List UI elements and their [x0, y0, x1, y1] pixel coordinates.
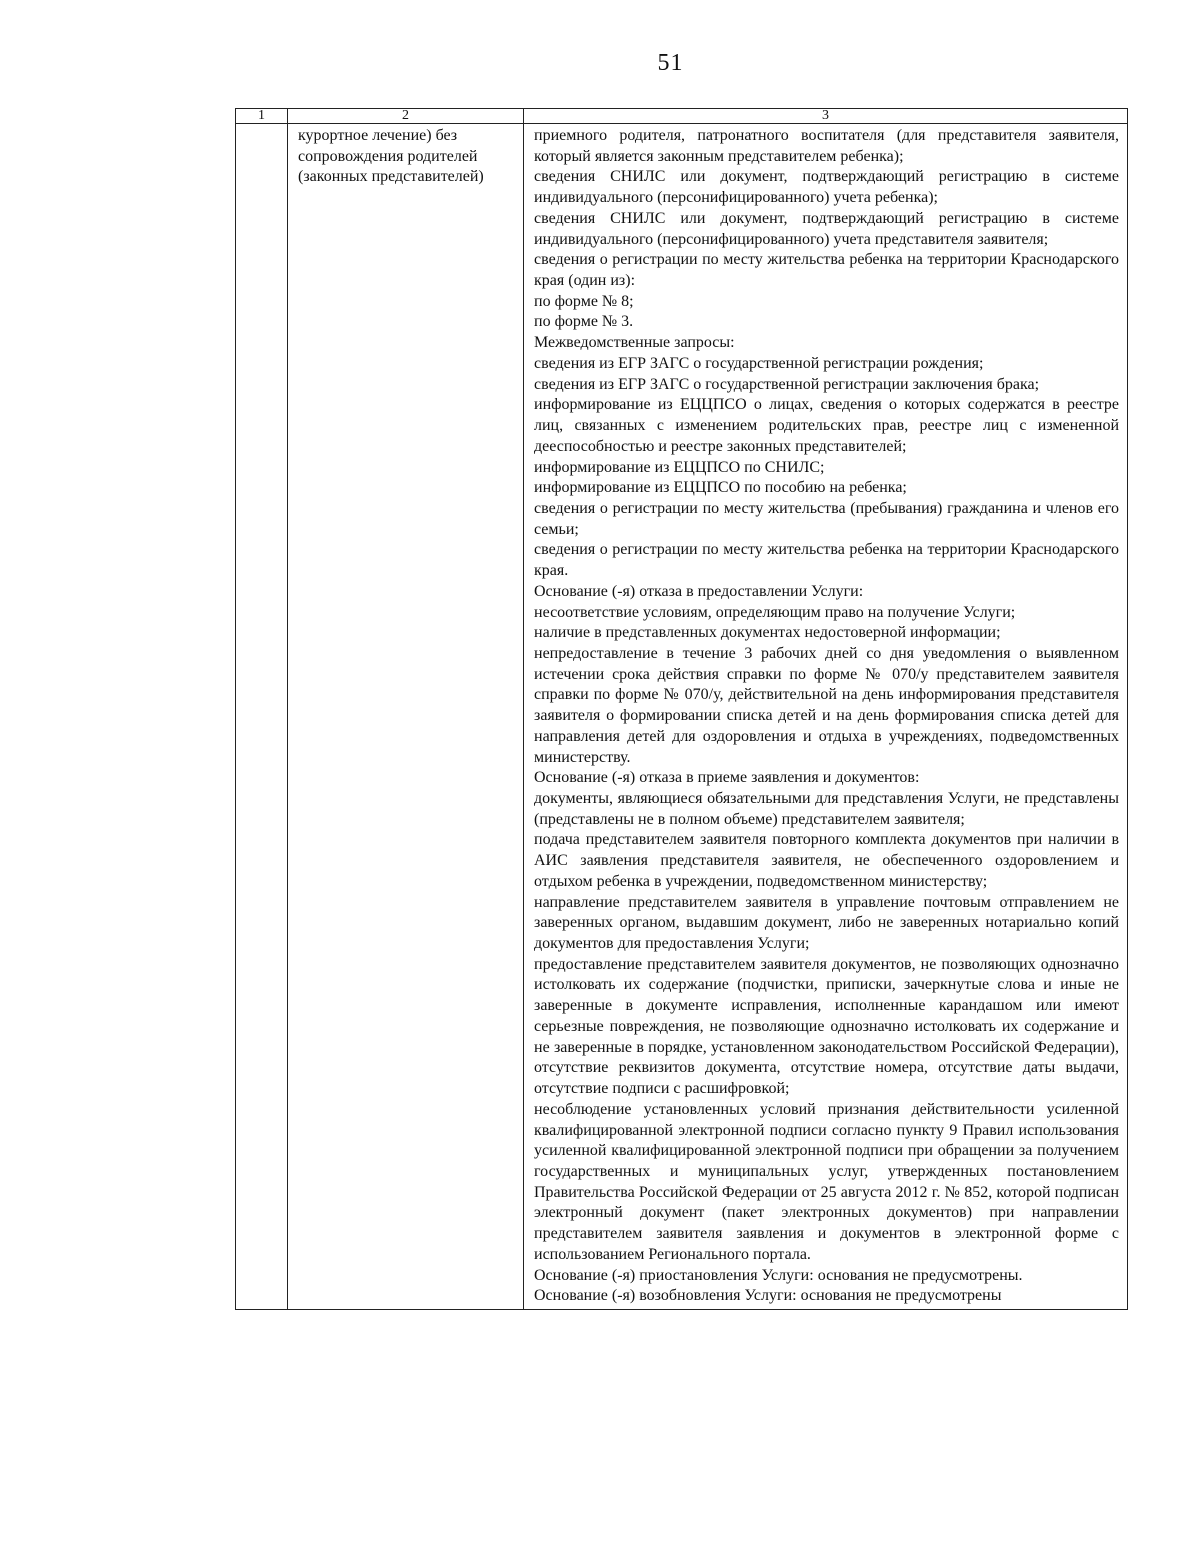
services-table	[235, 108, 1128, 1310]
header-cell-3: 3	[524, 109, 1128, 124]
details-paragraph: направление представителем заявителя в управление почтовым отправлением не заверенных органом, выдавшим документ, либо не заверенных нотариально копий документов для предоставления Услуги;	[534, 893, 1119, 953]
table-header-row	[236, 109, 1128, 124]
details-heading: Межведомственные запросы:	[534, 334, 735, 352]
details-paragraph: сведения о регистрации по месту жительства ребенка на территории Краснодарского края (один из):	[534, 251, 1119, 290]
details-paragraph: по форме № 3.	[534, 313, 634, 331]
details-heading: Основание (-я) отказа в приеме заявления и документов:	[534, 769, 920, 787]
cell-number	[236, 124, 288, 1310]
details-paragraph: информирование из ЕЦЦПСО по СНИЛС;	[534, 458, 825, 476]
header-cell-1: 1	[236, 109, 288, 124]
details-paragraph: несоответствие условиям, определяющим право на получение Услуги;	[534, 603, 1016, 621]
details-paragraph: приемного родителя, патронатного воспитателя (для представителя заявителя, который является законным представителем ребенка);	[534, 127, 1119, 165]
details-paragraph: сведения СНИЛС или документ, подтверждающий регистрацию в системе индивидуального (персонифицированного) учета представителя заявителя;	[534, 209, 1119, 248]
details-paragraph: документы, являющиеся обязательными для представления Услуги, не представлены (представлены не в полном объеме) представителем заявителя;	[534, 790, 1119, 828]
cell-details	[524, 124, 1128, 1310]
table-row	[236, 124, 1128, 1310]
details-paragraph: сведения о регистрации по месту жительства (пребывания) гражданина и членов его семьи;	[534, 499, 1119, 538]
details-paragraph: наличие в представленных документах недостоверной информации;	[534, 624, 1001, 642]
header-cell-2: 2	[288, 109, 524, 124]
details-paragraph: сведения СНИЛС или документ, подтверждающий регистрацию в системе индивидуального (персонифицированного) учета ребенка);	[534, 168, 1119, 207]
service-name-line: курортное лечение) без	[298, 127, 458, 144]
cell-service-name	[288, 124, 524, 1310]
details-paragraph: Основание (-я) возобновления Услуги: основания не предусмотрены	[534, 1287, 1002, 1305]
details-heading: Основание (-я) отказа в предоставлении Услуги:	[534, 582, 864, 600]
details-paragraph: предоставление представителем заявителя документов, не позволяющих однозначно истолковать их содержание (подчистки, приписки, зачеркнутые слова и иные не заверенные в документе исправления, исполненные карандашом или имеют серьезные повреждения, не позволяющие однозначно истолковать их содержание и не заверенные в порядке, установленном законодательством Российской Федерации), отсутствие реквизитов документа, отсутствие номера, отсутствие даты выдачи, отсутствие подписи с расшифровкой;	[534, 955, 1119, 1098]
details-paragraph: информирование из ЕЦЦПСО о лицах, сведения о которых содержатся в реестре лиц, связанных с изменением родительских прав, реестре лиц с измененной дееспособностью и реестре законных представителей;	[534, 396, 1119, 455]
details-paragraph: подача представителем заявителя повторного комплекта документов при наличии в АИС заявления представителя заявителя, не обеспеченного оздоровлением и отдыхом ребенка в учреждении, подведомственном министерству;	[534, 831, 1119, 890]
details-paragraph: по форме № 8;	[534, 292, 634, 310]
page-number: 51	[657, 50, 684, 76]
details-paragraph: информирование из ЕЦЦПСО по пособию на ребенка;	[534, 479, 907, 497]
details-paragraph: несоблюдение установленных условий признания действительности усиленной квалифицированной электронной подписи согласно пункту 9 Правил использования усиленной квалифицированной электронной подписи при обращении за получением государственных и муниципальных услуг, утвержденных постановлением Правительства Российской Федерации от 25 августа 2012 г. № 852, которой подписан электронный документ (пакет электронных документов) при направлении представителем заявителя заявления и документов в электронной форме с использованием Регионального портала.	[534, 1100, 1119, 1263]
details-paragraph: сведения из ЕГР ЗАГС о государственной регистрации заключения брака;	[534, 375, 1040, 393]
details-paragraph: сведения из ЕГР ЗАГС о государственной регистрации рождения;	[534, 354, 984, 372]
service-name-line: (законных представителей)	[298, 168, 484, 185]
service-name-line: сопровождения родителей	[298, 147, 478, 165]
details-paragraph: сведения о регистрации по месту жительства ребенка на территории Краснодарского края.	[534, 541, 1119, 580]
details-paragraph: Основание (-я) приостановления Услуги: основания не предусмотрены.	[534, 1266, 1023, 1284]
details-paragraph: непредоставление в течение 3 рабочих дней со дня уведомления о выявленном истечении срока действия справки по форме № 070/у представителем заявителя справки по форме № 070/у, действительной на день информирования представителя заявителя о формировании списка детей и на день формирования списка детей для направления детей для оздоровления и отдыха в учреждениях, подведомственных министерству.	[534, 644, 1119, 766]
